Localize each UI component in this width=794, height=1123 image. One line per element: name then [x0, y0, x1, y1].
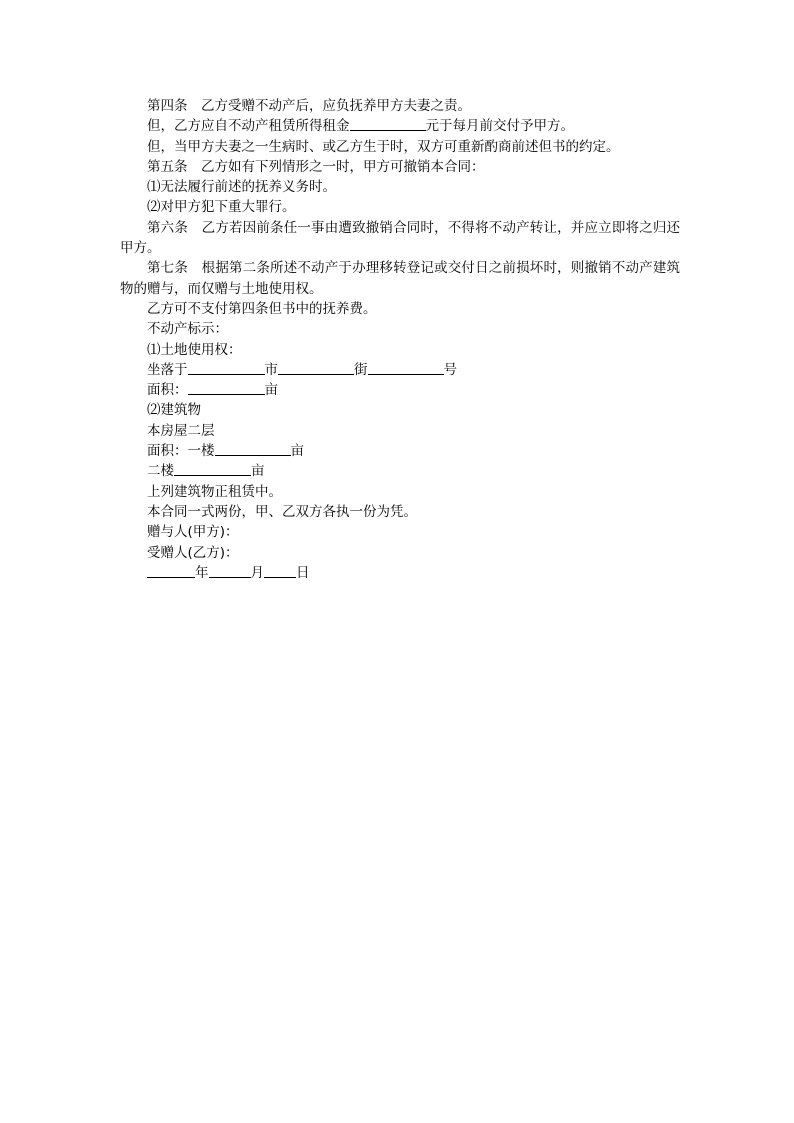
donor-signature: 赠与人(甲方)： [147, 524, 239, 541]
contract-body [120, 96, 680, 583]
first-floor-area [120, 441, 680, 461]
first-floor-label: 面积：一楼 [147, 443, 215, 460]
second-floor-unit: 亩 [251, 463, 265, 480]
second-floor-blank[interactable] [174, 461, 251, 476]
maintenance-fee-clause: 乙方可不支付第四条但书中的抚养费。 [147, 300, 377, 317]
number-label: 号 [443, 361, 457, 378]
building-heading: ⑵建筑物 [147, 402, 201, 419]
building-floors: 本房屋二层 [147, 422, 215, 439]
city-blank[interactable] [278, 360, 354, 375]
street-blank[interactable] [368, 360, 444, 375]
land-location [120, 360, 680, 380]
rent-amount-blank[interactable] [350, 116, 426, 131]
month-blank[interactable] [209, 563, 251, 578]
rent-clause [120, 116, 680, 136]
year-label: 年 [195, 564, 209, 581]
land-area-label: 面积： [147, 382, 188, 399]
day-blank[interactable] [264, 563, 296, 578]
second-floor-area [120, 461, 680, 481]
signing-date [120, 563, 680, 583]
location-blank[interactable] [188, 360, 265, 375]
land-area-blank[interactable] [188, 380, 265, 395]
article-6: 第六条 乙方若因前条任一事由遭致撤销合同时，不得将不动产转让，并应立即将之归还甲方。 [120, 219, 680, 257]
article-4: 第四条 乙方受赠不动产后，应负抚养甲方夫妻之责。 [147, 98, 471, 114]
second-floor-label: 二楼 [147, 463, 174, 480]
first-floor-unit: 亩 [290, 443, 304, 460]
lease-status: 上列建筑物正租赁中。 [147, 483, 282, 500]
article-5-item-2: ⑵对甲方犯下重大罪行。 [147, 199, 296, 216]
article-7: 第七条 根据第二条所述不动产于办理移转登记或交付日之前损坏时，则撤销不动产建筑物的赠与，而仅赠与土地使用权。 [120, 260, 680, 297]
first-floor-blank[interactable] [215, 441, 291, 456]
city-label: 市 [264, 361, 278, 378]
proviso-clause: 但，当甲方夫妻之一生病时、或乙方生于时，双方可重新酌商前述但书的约定。 [147, 138, 620, 155]
article-5: 第五条 乙方如有下列情形之一时，甲方可撤销本合同： [147, 158, 485, 175]
month-label: 月 [250, 564, 264, 581]
rent-clause-text: 但，乙方应自不动产租赁所得租金 [147, 118, 350, 135]
land-area [120, 380, 680, 400]
year-blank[interactable] [147, 563, 195, 578]
article-5-item-1: ⑴无法履行前述的抚养义务时。 [147, 179, 336, 196]
land-use-right-heading: ⑴土地使用权： [147, 341, 242, 358]
copies-clause: 本合同一式两份，甲、乙双方各执一份为凭。 [147, 503, 417, 520]
day-label: 日 [296, 564, 310, 581]
street-label: 街 [354, 361, 368, 378]
location-label: 坐落于 [147, 361, 188, 378]
donee-signature: 受赠人(乙方)： [147, 544, 239, 561]
land-area-unit: 亩 [264, 382, 278, 399]
rent-clause-tail: 元于每月前交付予甲方。 [425, 118, 574, 135]
property-designation: 不动产标示： [147, 321, 228, 338]
